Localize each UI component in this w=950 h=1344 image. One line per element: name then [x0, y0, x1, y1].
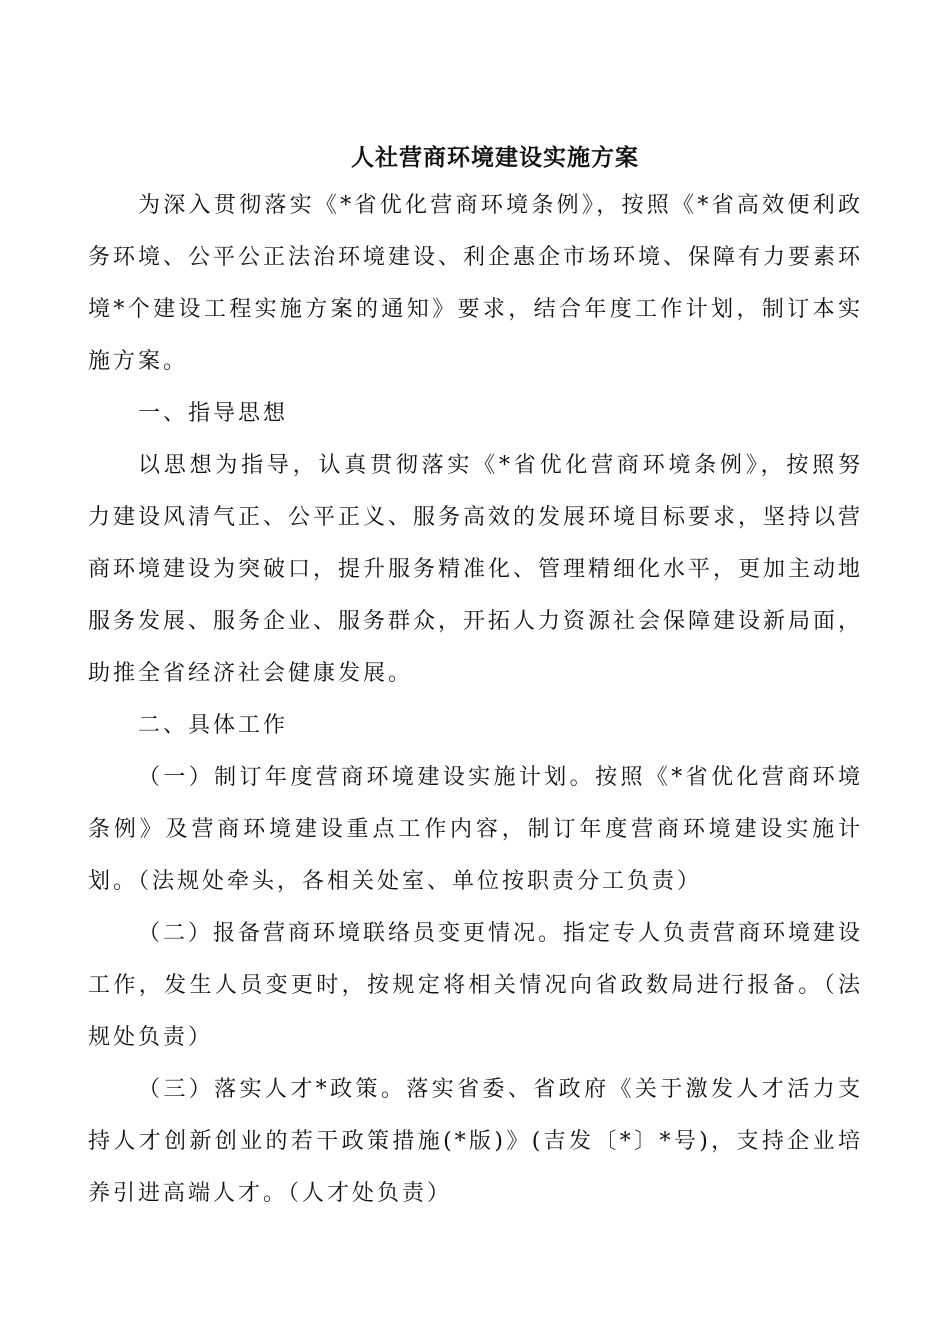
section-heading-specific-work: 二、具体工作 [138, 713, 289, 738]
intro-paragraph: 为深入贯彻落实《*省优化营商环境条例》，按照《*省高效便利政务环境、公平公正法治环境建设、利企惠企市场环境、保障有力要素环境*个建设工程实施方案的通知》要求，结合年度工作计划，制订本实施方案。 [88, 193, 864, 374]
document-title: 人社营商环境建设实施方案 [351, 144, 639, 171]
work-item-1: （一）制订年度营商环境建设实施计划。按照《*省优化营商环境条例》及营商环境建设重点工作内容，制订年度营商环境建设实施计划。（法规处牵头，各相关处室、单位按职责分工负责） [88, 765, 863, 894]
work-item-2: （二）报备营商环境联络员变更情况。指定专人负责营商环境建设工作，发生人员变更时，按规定将相关情况向省政数局进行报备。（法规处负责） [88, 921, 864, 1050]
section-heading-guiding-ideology: 一、指导思想 [138, 401, 289, 426]
document-body [88, 180, 863, 1220]
guiding-ideology-paragraph: 以思想为指导，认真贯彻落实《*省优化营商环境条例》，按照努力建设风清气正、公平正义、服务高效的发展环境目标要求，坚持以营商环境建设为突破口，提升服务精准化、管理精细化水平，更加主动地服务发展、服务企业、服务群众，开拓人力资源社会保障建设新局面，助推全省经济社会健康发展。 [88, 453, 864, 686]
work-item-3: （三）落实人才*政策。落实省委、省政府《关于激发人才活力支持人才创新创业的若干政策措施(*版)》(吉发〔*〕*号)，支持企业培养引进高端人才。（人才处负责） [88, 1077, 863, 1206]
